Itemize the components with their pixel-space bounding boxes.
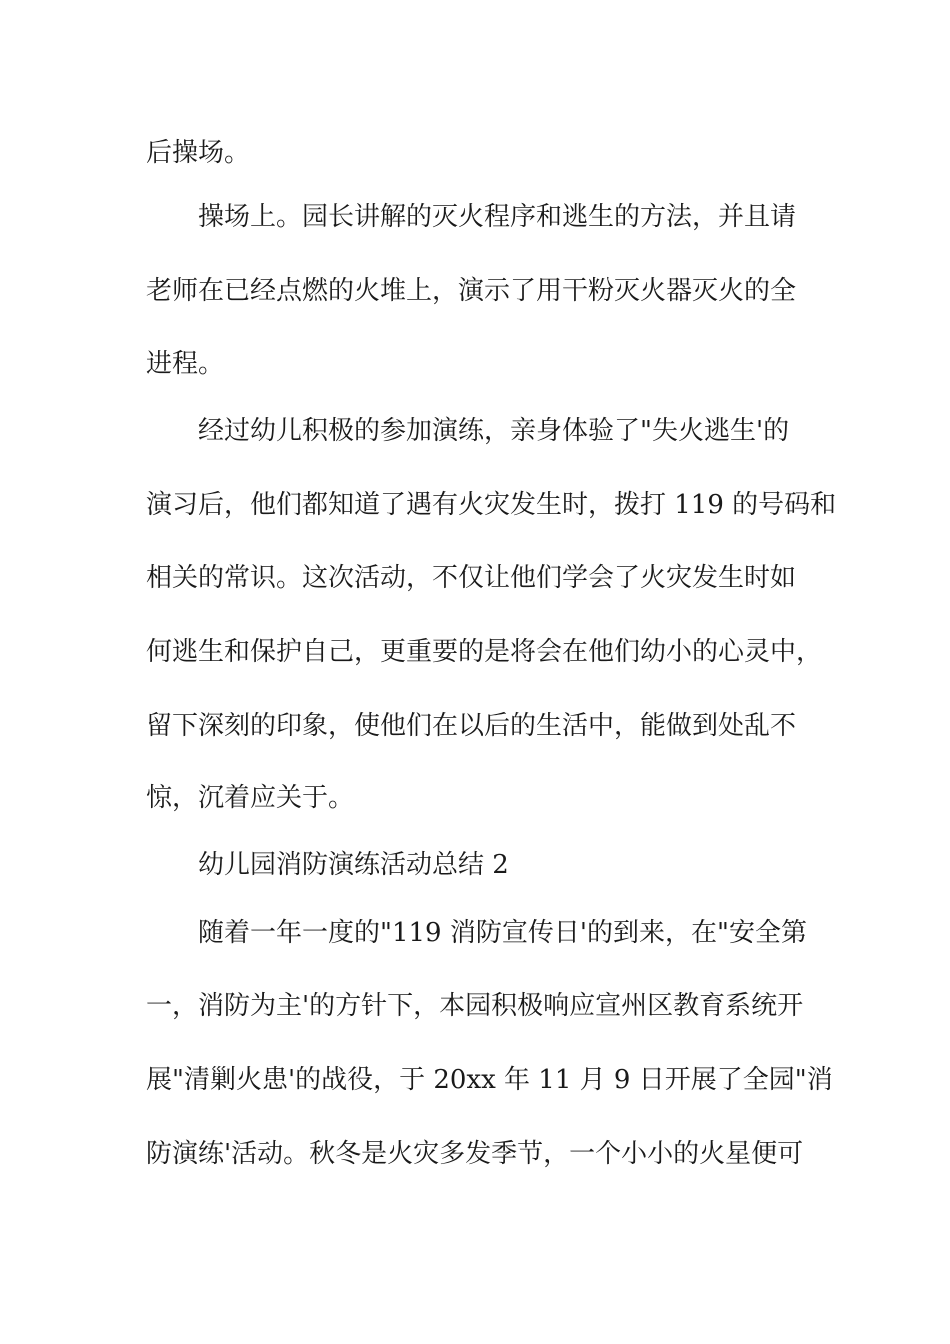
paragraph-line: 后操场。	[146, 138, 251, 168]
paragraph-line: 进程。	[146, 349, 225, 379]
paragraph-line: 经过幼儿积极的参加演练，亲身体验了"失火逃生'的	[198, 416, 790, 446]
paragraph-line: 留下深刻的印象，使他们在以后的生活中，能做到处乱不	[146, 711, 797, 741]
paragraph-line: 操场上。园长讲解的灭火程序和逃生的方法，并且请	[198, 202, 797, 232]
paragraph-line: 相关的常识。这次活动，不仅让他们学会了火灾发生时如	[146, 563, 797, 593]
paragraph-line: 防演练'活动。秋冬是火灾多发季节，一个小小的火星便可	[146, 1139, 804, 1169]
paragraph-line: 何逃生和保护自己，更重要的是将会在他们幼小的心灵中，	[146, 637, 823, 667]
paragraph-line: 一，消防为主'的方针下，本园积极响应宣州区教育系统开	[146, 991, 804, 1021]
paragraph-line: 随着一年一度的"119 消防宣传日'的到来，在"安全第	[198, 918, 807, 948]
paragraph-line: 惊，沉着应关于。	[146, 783, 355, 813]
section-heading: 幼儿园消防演练活动总结 2	[198, 850, 509, 880]
paragraph-line: 展"清剿火患'的战役，于 20xx 年 11 月 9 日开展了全园"消	[146, 1065, 833, 1095]
paragraph-line: 老师在已经点燃的火堆上，演示了用干粉灭火器灭火的全	[146, 276, 797, 306]
paragraph-line: 演习后，他们都知道了遇有火灾发生时，拨打 119 的号码和	[146, 490, 837, 520]
